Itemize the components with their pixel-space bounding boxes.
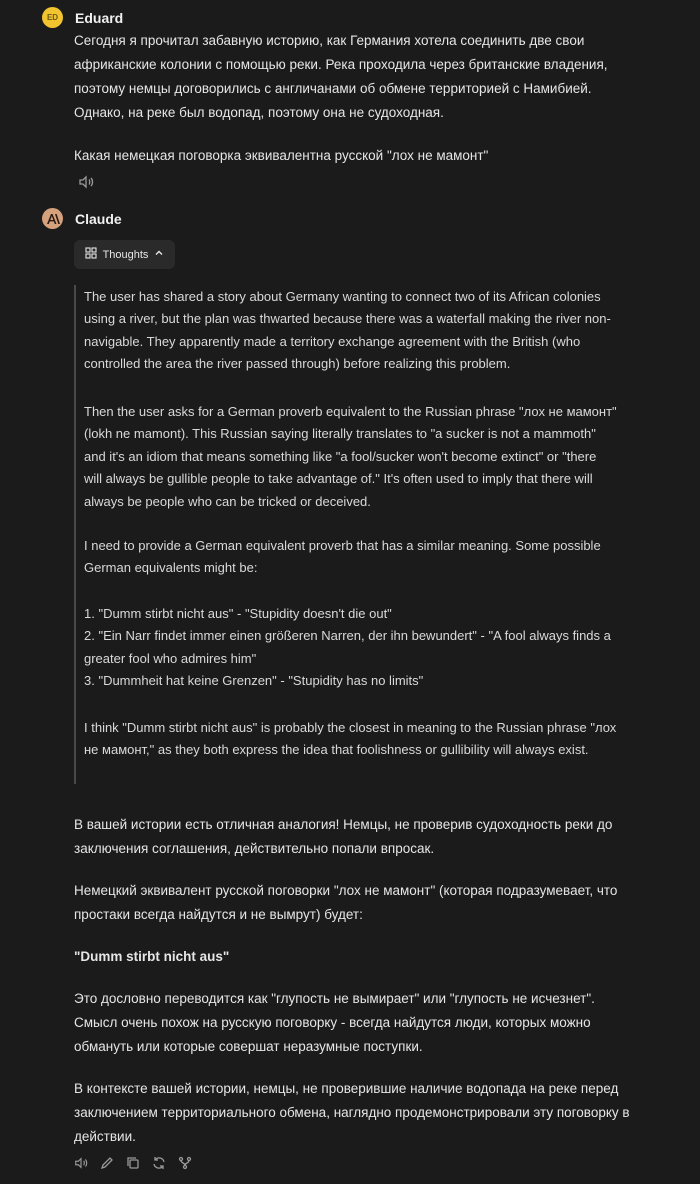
- thought-paragraph: I think "Dumm stirbt nicht aus" is probably the closest in meaning to the Russian phrase "лох не мамонт," as they both express the idea that foolishness or gullibility will always exist.: [84, 720, 617, 758]
- answer-proverb: "Dumm stirbt nicht aus": [74, 949, 230, 964]
- thought-paragraph: I need to provide a German equivalent proverb that has a similar meaning. Some possible German equivalents might be:: [84, 538, 601, 576]
- speaker-icon[interactable]: [78, 174, 94, 190]
- user-question: Какая немецкая поговорка эквивалентна русской "лох не мамонт": [74, 148, 489, 163]
- user-line: поэтому немцы договорились с англичанами об обмене территорией с Намибией.: [74, 81, 592, 96]
- answer-paragraph: Это дословно переводится как "глупость не вымирает" или "глупость не исчезнет". Смысл очень похож на русскую поговорку - всегда найдутся люди, которых можно обмануть или которые совершат неразумные поступки.: [74, 991, 595, 1054]
- refresh-icon[interactable]: [152, 1156, 166, 1170]
- thoughts-toggle-button[interactable]: [74, 240, 175, 269]
- user-line: африканские колонии с помощью реки. Река проходила через британские владения,: [74, 57, 608, 72]
- thoughts-icon: [85, 247, 97, 262]
- chevron-up-icon: [154, 248, 164, 261]
- answer-paragraph: В вашей истории есть отличная аналогия! Немцы, не проверив судоходность реки до заключения соглашения, действительно попали впросак.: [74, 817, 613, 856]
- user-line: Однако, на реке был водопад, поэтому она не судоходная.: [74, 105, 444, 120]
- speaker-icon[interactable]: [74, 1156, 88, 1170]
- pencil-icon[interactable]: [100, 1156, 114, 1170]
- user-line: Сегодня я прочитал забавную историю, как Германия хотела соединить две свои: [74, 33, 585, 48]
- branch-icon[interactable]: [178, 1156, 192, 1170]
- thought-list: 1. "Dumm stirbt nicht aus" - "Stupidity doesn't die out" 2. "Ein Narr findet immer einen größeren Narren, der ihn bewundert" - "A fool always finds a greater fool who admires him" 3. "Dummheit hat keine Grenzen" - "Stupidity has no limits": [84, 606, 611, 689]
- claude-logo-icon: [42, 208, 63, 229]
- user-message-header: [42, 7, 123, 28]
- user-name: Eduard: [75, 9, 124, 26]
- thoughts-label: Thoughts: [102, 248, 149, 261]
- message-actions: [74, 1156, 192, 1170]
- answer-paragraph: В контексте вашей истории, немцы, не проверившие наличие водопада на реке перед заключением территориального обмена, наглядно продемонстрировали эту поговорку в действии.: [74, 1081, 630, 1144]
- assistant-message-header: [42, 208, 122, 229]
- thought-paragraph: Then the user asks for a German proverb equivalent to the Russian phrase "лох не мамонт" (lokh ne mamont). This Russian saying literally translates to "a sucker is not a mammoth" and it's an idiom that means something like "a fool/sucker won't become extinct" or "there will always be gullible people to take advantage of." It's often used to imply that there will always be people who can be tricked or deceived.: [84, 404, 617, 509]
- thought-paragraph: The user has shared a story about Germany wanting to connect two of its African colonies using a river, but the plan was thwarted because there was a waterfall making the river non- navigable. They apparently made a territory exchange agreement with the British (who controlled the area the river passed through) before realizing this problem.: [84, 289, 611, 372]
- copy-icon[interactable]: [126, 1156, 140, 1170]
- user-message-text: [74, 29, 674, 125]
- answer-paragraph: Немецкий эквивалент русской поговорки "лох не мамонт" (которая подразумевает, что простаки всегда найдутся и не вымрут) будет:: [74, 883, 618, 922]
- user-avatar: ED: [42, 7, 63, 28]
- assistant-name: Claude: [75, 210, 122, 227]
